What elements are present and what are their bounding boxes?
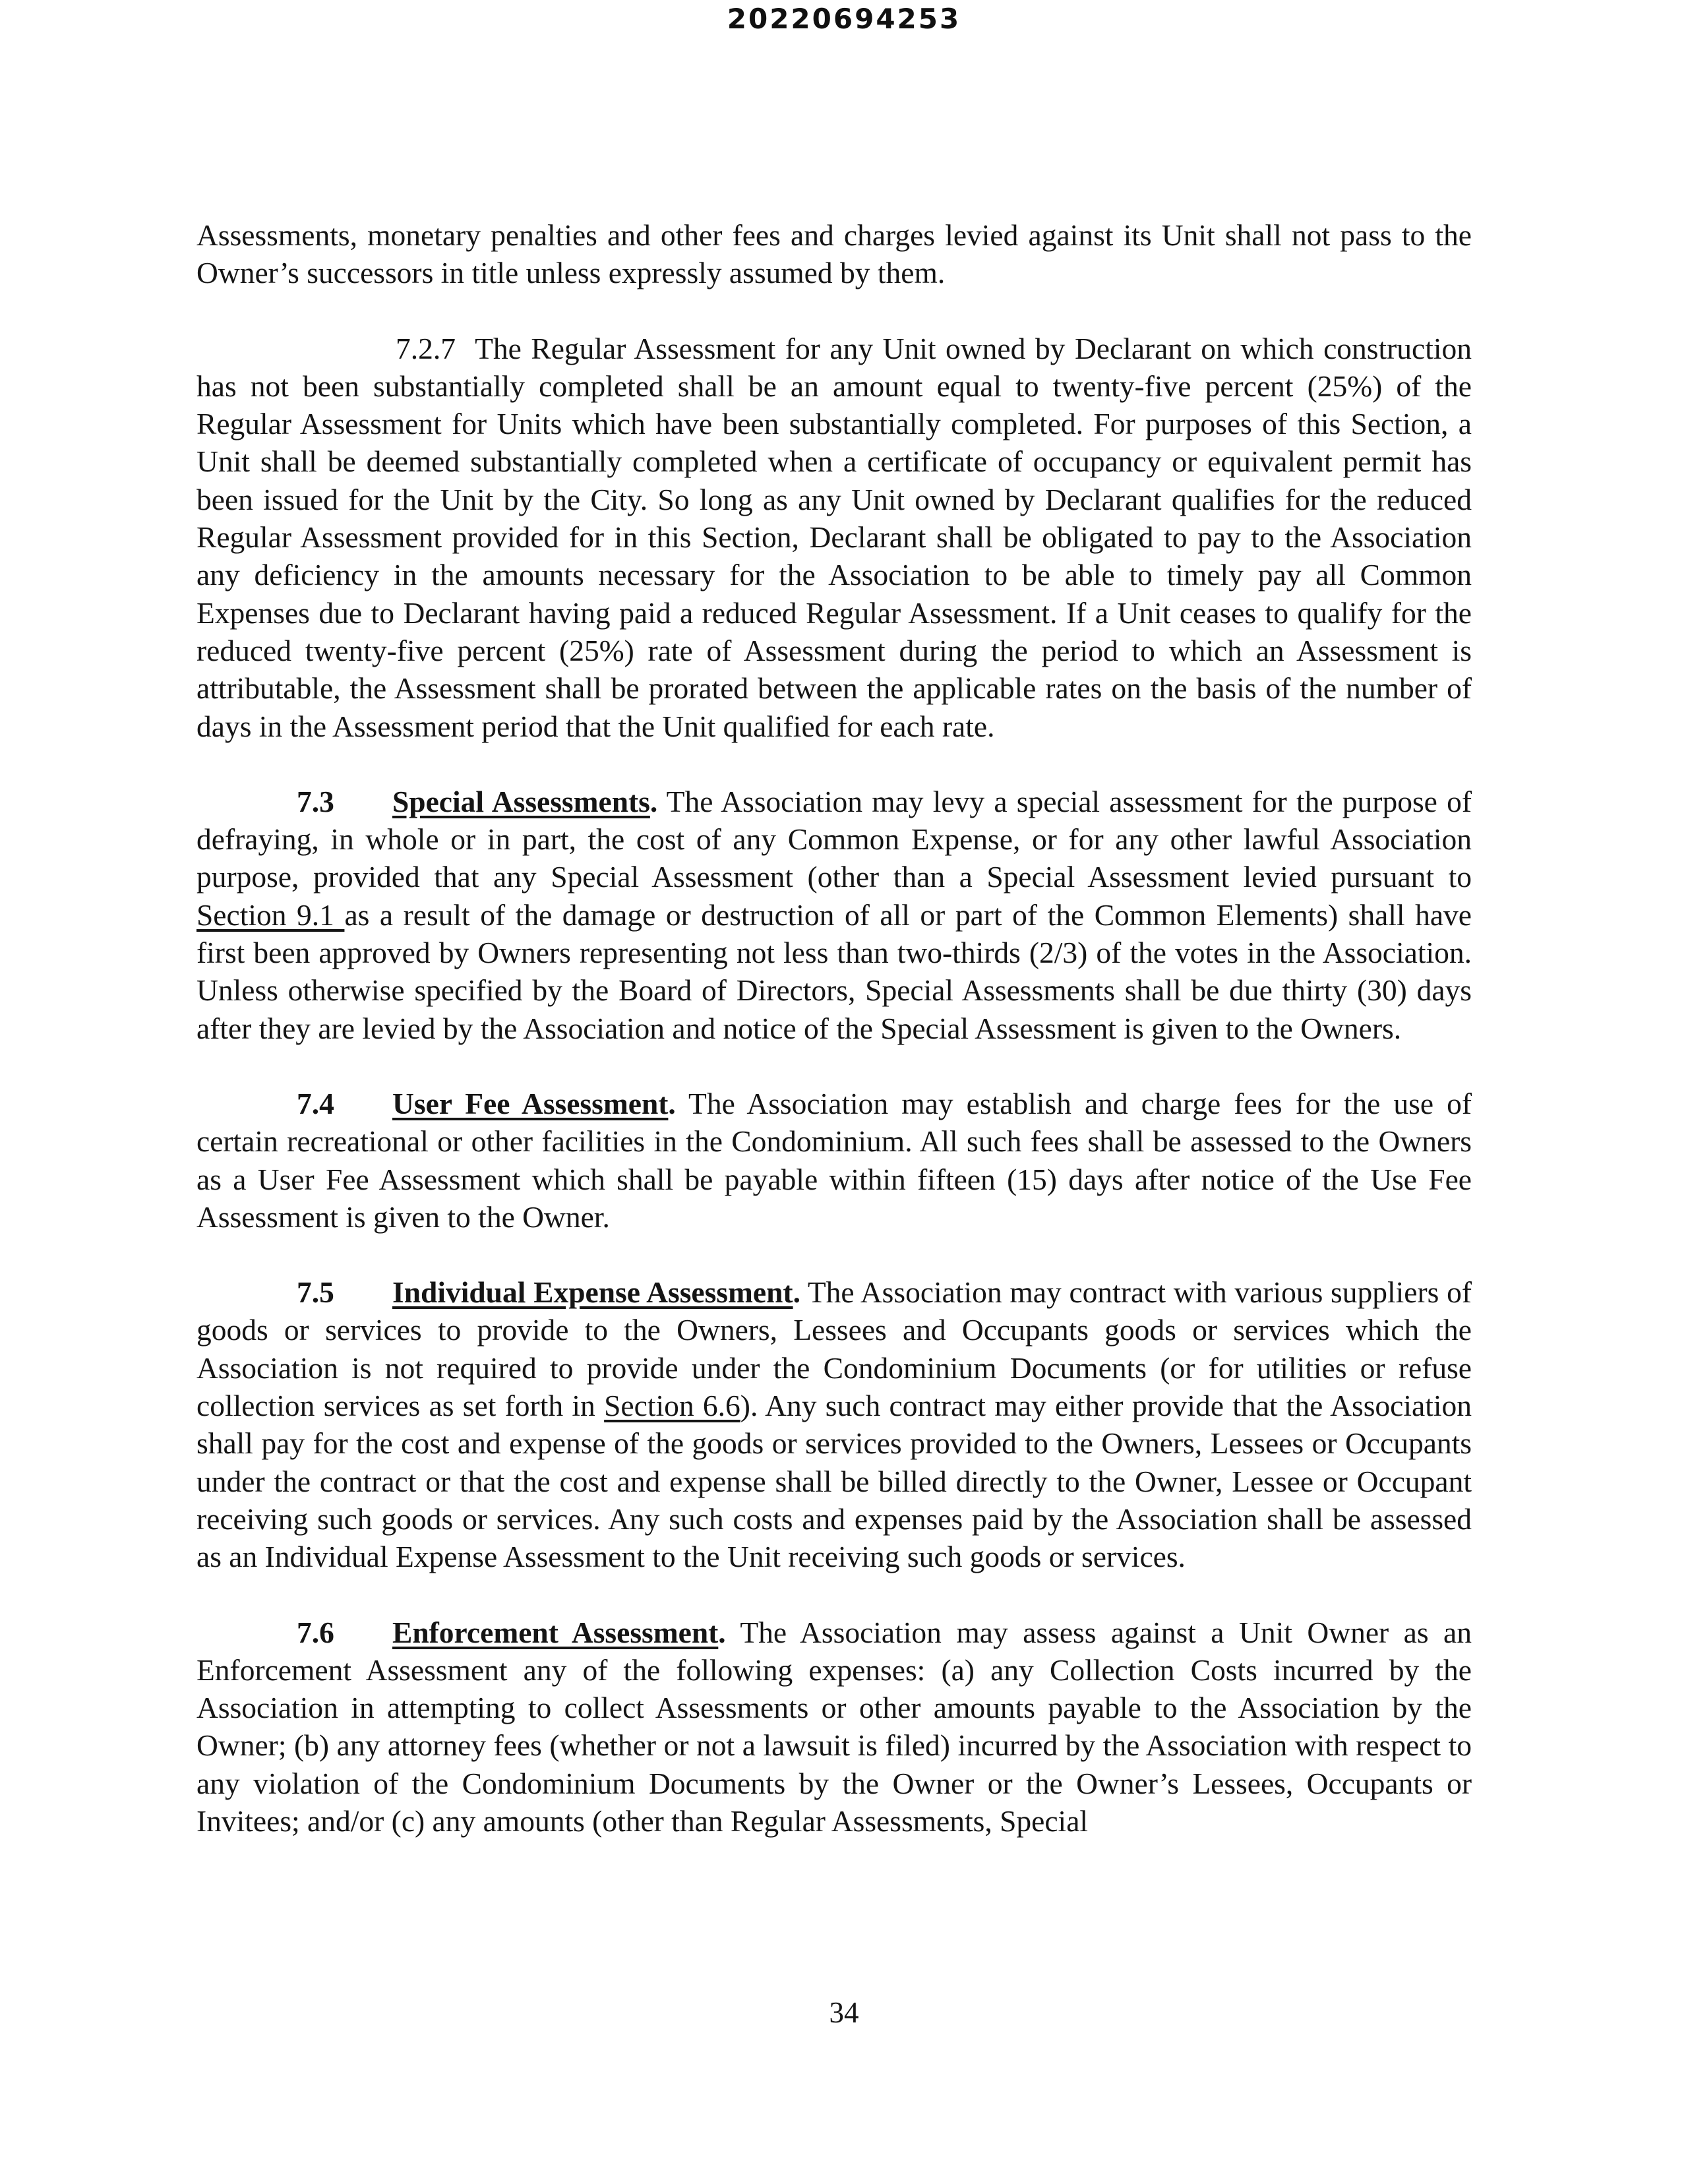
section-number-7-2-7: 7.2.7 — [396, 331, 456, 365]
paragraph-7-3 — [196, 783, 1472, 1047]
section-title-individual-expense-assessment: Individual Expense Assessment — [392, 1275, 793, 1310]
paragraph-7-4-text: The Association may establish and charge fees for the use of certain recreational or other facilities in the Condominium. All such fees shall be assessed to the Owners as a User Fee Assessment which shall be payable within fifteen (15) days after notice of the Use Fee Assessment is given to the Owner. — [196, 1086, 1472, 1234]
section-title-suffix: . — [668, 1086, 676, 1120]
section-title-suffix: . — [649, 784, 658, 818]
page-number: 34 — [829, 1996, 859, 2029]
paragraph-7-5-text-after: ). Any such contract may either provide that the Association shall pay for the cost and expense of the goods or services provided to the Owners, Lessees or Occupants under the contract or that the cost and expense shall be billed directly to the Owner, Lessee or Occupant receiving such goods or services. Any such costs and expenses paid by the Association shall be assessed as an Individual Expense Assessment to the Unit receiving such goods or services. — [196, 1389, 1472, 1574]
section-title-suffix: . — [718, 1615, 726, 1649]
section-number-7-4: 7.4 — [297, 1086, 334, 1120]
paragraph-7-3-text-before: The Association may levy a special assessment for the purpose of defraying, in whole or in part, the cost of any Common Expense, or for any other lawful Association purpose, provided that any Special Assessment (other than a Special Assessment levied pursuant to — [196, 784, 1472, 894]
section-title-suffix: . — [793, 1275, 800, 1310]
section-title-enforcement-assessment: Enforcement Assessment — [392, 1615, 719, 1649]
paragraph-7-3-text-after: as a result of the damage or destruction of all or part of the Common Elements) shall have first been approved by Owners representing not less than two-thirds (2/3) of the votes in the Association. Unless otherwise specified by the Board of Directors, Special Assessments shall be due thirty (30) days after they are levied by the Association and notice of the Special Assessment is given to the Owners. — [196, 897, 1472, 1045]
document-number: 20220694253 — [727, 3, 961, 35]
paragraph-7-6 — [196, 1614, 1472, 1840]
section-6-6-reference: Section 6.6 — [604, 1389, 740, 1423]
document-body — [196, 216, 1472, 1877]
section-9-1-reference: Section 9.1 — [196, 897, 345, 932]
paragraph-7-2-7 — [196, 330, 1472, 745]
section-title-user-fee-assessment: User Fee Assessment — [392, 1086, 669, 1120]
paragraph-7-2-7-text: The Regular Assessment for any Unit owned by Declarant on which construction has not been substantially completed shall be an amount equal to twenty-five percent (25%) of the Regular Assessment for Units which have been substantially completed. For purposes of this Section, a Unit shall be deemed substantially completed when a certificate of occupancy or equivalent permit has been issued for the Unit by the City. So long as any Unit owned by Declarant qualifies for the reduced Regular Assessment provided for in this Section, Declarant shall be obligated to pay to the Association any deficiency in the amounts necessary for the Association to be able to timely pay all Common Expenses due to Declarant having paid a reduced Regular Assessment. If a Unit ceases to qualify for the reduced twenty-five percent (25%) rate of Assessment during the period to which an Assessment is attributable, the Assessment shall be prorated between the applicable rates on the basis of the number of days in the Assessment period that the Unit qualified for each rate. — [196, 331, 1472, 743]
paragraph-continuation — [196, 216, 1472, 292]
section-number-7-6: 7.6 — [297, 1615, 334, 1649]
paragraph-7-4 — [196, 1085, 1472, 1236]
paragraph-7-5 — [196, 1273, 1472, 1575]
section-number-7-5: 7.5 — [297, 1275, 334, 1310]
continuation-text: Assessments, monetary penalties and other fees and charges levied against its Unit shall not pass to the Owner’s successors in title unless expressly assumed by them. — [196, 218, 1472, 290]
paragraph-7-6-text: The Association may assess against a Unit Owner as an Enforcement Assessment any of the following expenses: (a) any Collection Costs incurred by the Association in attempting to collect Assessments or other amounts payable to the Association by the Owner; (b) any attorney fees (whether or not a lawsuit is filed) incurred by the Association with respect to any violation of the Condominium Documents by the Owner or the Owner’s Lessees, Occupants or Invitees; and/or (c) any amounts (other than Regular Assessments, Special — [196, 1615, 1472, 1838]
paragraph-7-5-text-before: The Association may contract with various suppliers of goods or services to provide to the Owners, Lessees and Occupants goods or services which the Association is not required to provide under the Condominium Documents (or for utilities or refuse collection services as set forth in — [196, 1275, 1472, 1423]
section-title-special-assessments: Special Assessments — [392, 784, 650, 818]
section-number-7-3: 7.3 — [297, 784, 334, 818]
